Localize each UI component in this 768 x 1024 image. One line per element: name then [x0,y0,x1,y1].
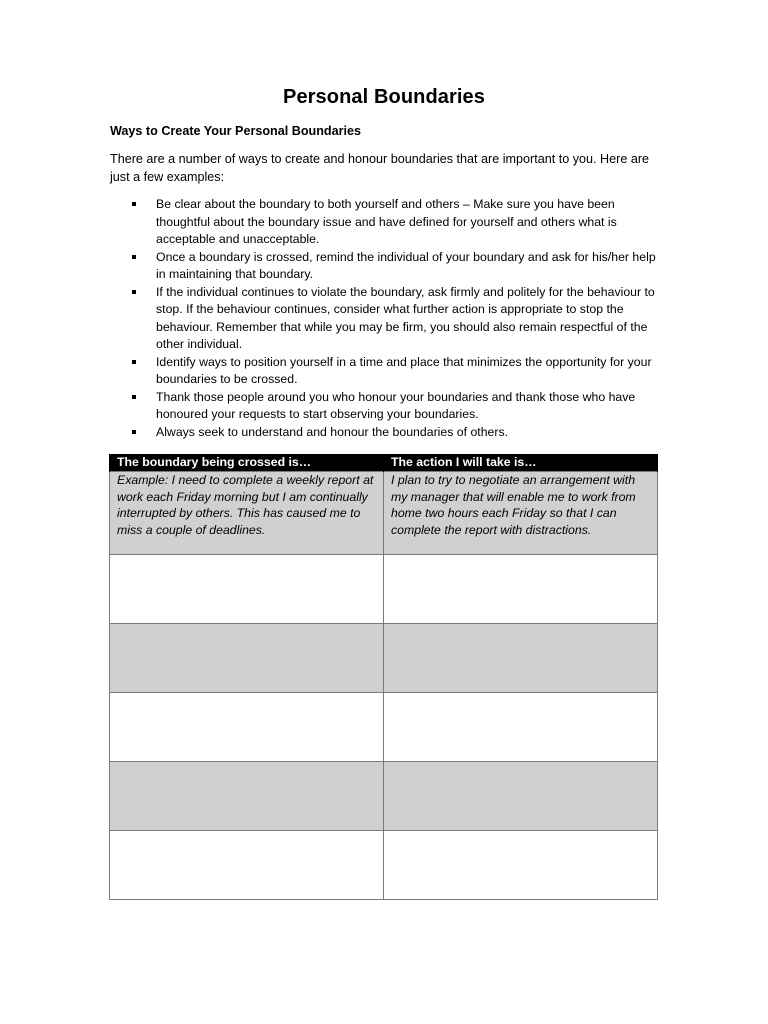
boundaries-table [109,454,658,900]
table-row [110,831,658,900]
list-item-text: Be clear about the boundary to both yourself and others – Make sure you have been thoughtful about the boundary issue and have defined for yourself and others what is acceptable and unacceptable. [156,197,617,246]
square-bullet-icon [132,290,136,294]
table-row [110,762,658,831]
examples-list [110,196,660,441]
square-bullet-icon [132,395,136,399]
action-cell[interactable] [384,762,658,831]
list-item [110,196,660,249]
header-action: The action I will take is… [384,454,658,472]
boundary-cell[interactable] [110,693,384,762]
example-row [110,472,658,555]
header-boundary: The boundary being crossed is… [110,454,384,472]
page-title: Personal Boundaries [283,86,485,108]
action-cell[interactable] [384,693,658,762]
table-row [110,624,658,693]
table-row [110,555,658,624]
table-row [110,693,658,762]
list-item [110,354,660,389]
boundary-cell[interactable] [110,831,384,900]
action-cell[interactable] [384,555,658,624]
list-item-text: Once a boundary is crossed, remind the individual of your boundary and ask for his/her help in maintaining that boundary. [156,249,656,281]
action-cell[interactable] [384,831,658,900]
square-bullet-icon [132,255,136,259]
boundary-cell[interactable] [110,555,384,624]
list-item-text: If the individual continues to violate the boundary, ask firmly and politely for the behaviour to stop. If the behaviour continues, consider what further action is appropriate to stop the behaviour. Remember that while you may be firm, you should also remain respectful of the other individual. [156,284,655,351]
list-item-text: Identify ways to position yourself in a time and place that minimizes the opportunity for your boundaries to be crossed. [156,354,652,386]
boundary-cell[interactable] [110,762,384,831]
action-cell[interactable] [384,624,658,693]
list-item [110,424,660,442]
list-item [110,284,660,354]
square-bullet-icon [132,430,136,434]
boundary-cell[interactable] [110,624,384,693]
table-header-row [110,454,658,472]
list-item [110,389,660,424]
list-item-text: Always seek to understand and honour the boundaries of others. [156,424,509,439]
section-subtitle: Ways to Create Your Personal Boundaries [110,124,362,138]
intro-paragraph: There are a number of ways to create and honour boundaries that are important to you. Here are just a few examples: [110,152,650,184]
list-item [110,249,660,284]
square-bullet-icon [132,360,136,364]
example-boundary-cell: Example: I need to complete a weekly report at work each Friday morning but I am continually interrupted by others. This has caused me to miss a couple of deadlines. [110,472,384,555]
square-bullet-icon [132,202,136,206]
example-action-cell: I plan to try to negotiate an arrangement with my manager that will enable me to work from home two hours each Friday so that I can complete the report with distractions. [384,472,658,555]
list-item-text: Thank those people around you who honour your boundaries and thank those who have honoured your requests to start observing your boundaries. [156,389,636,421]
